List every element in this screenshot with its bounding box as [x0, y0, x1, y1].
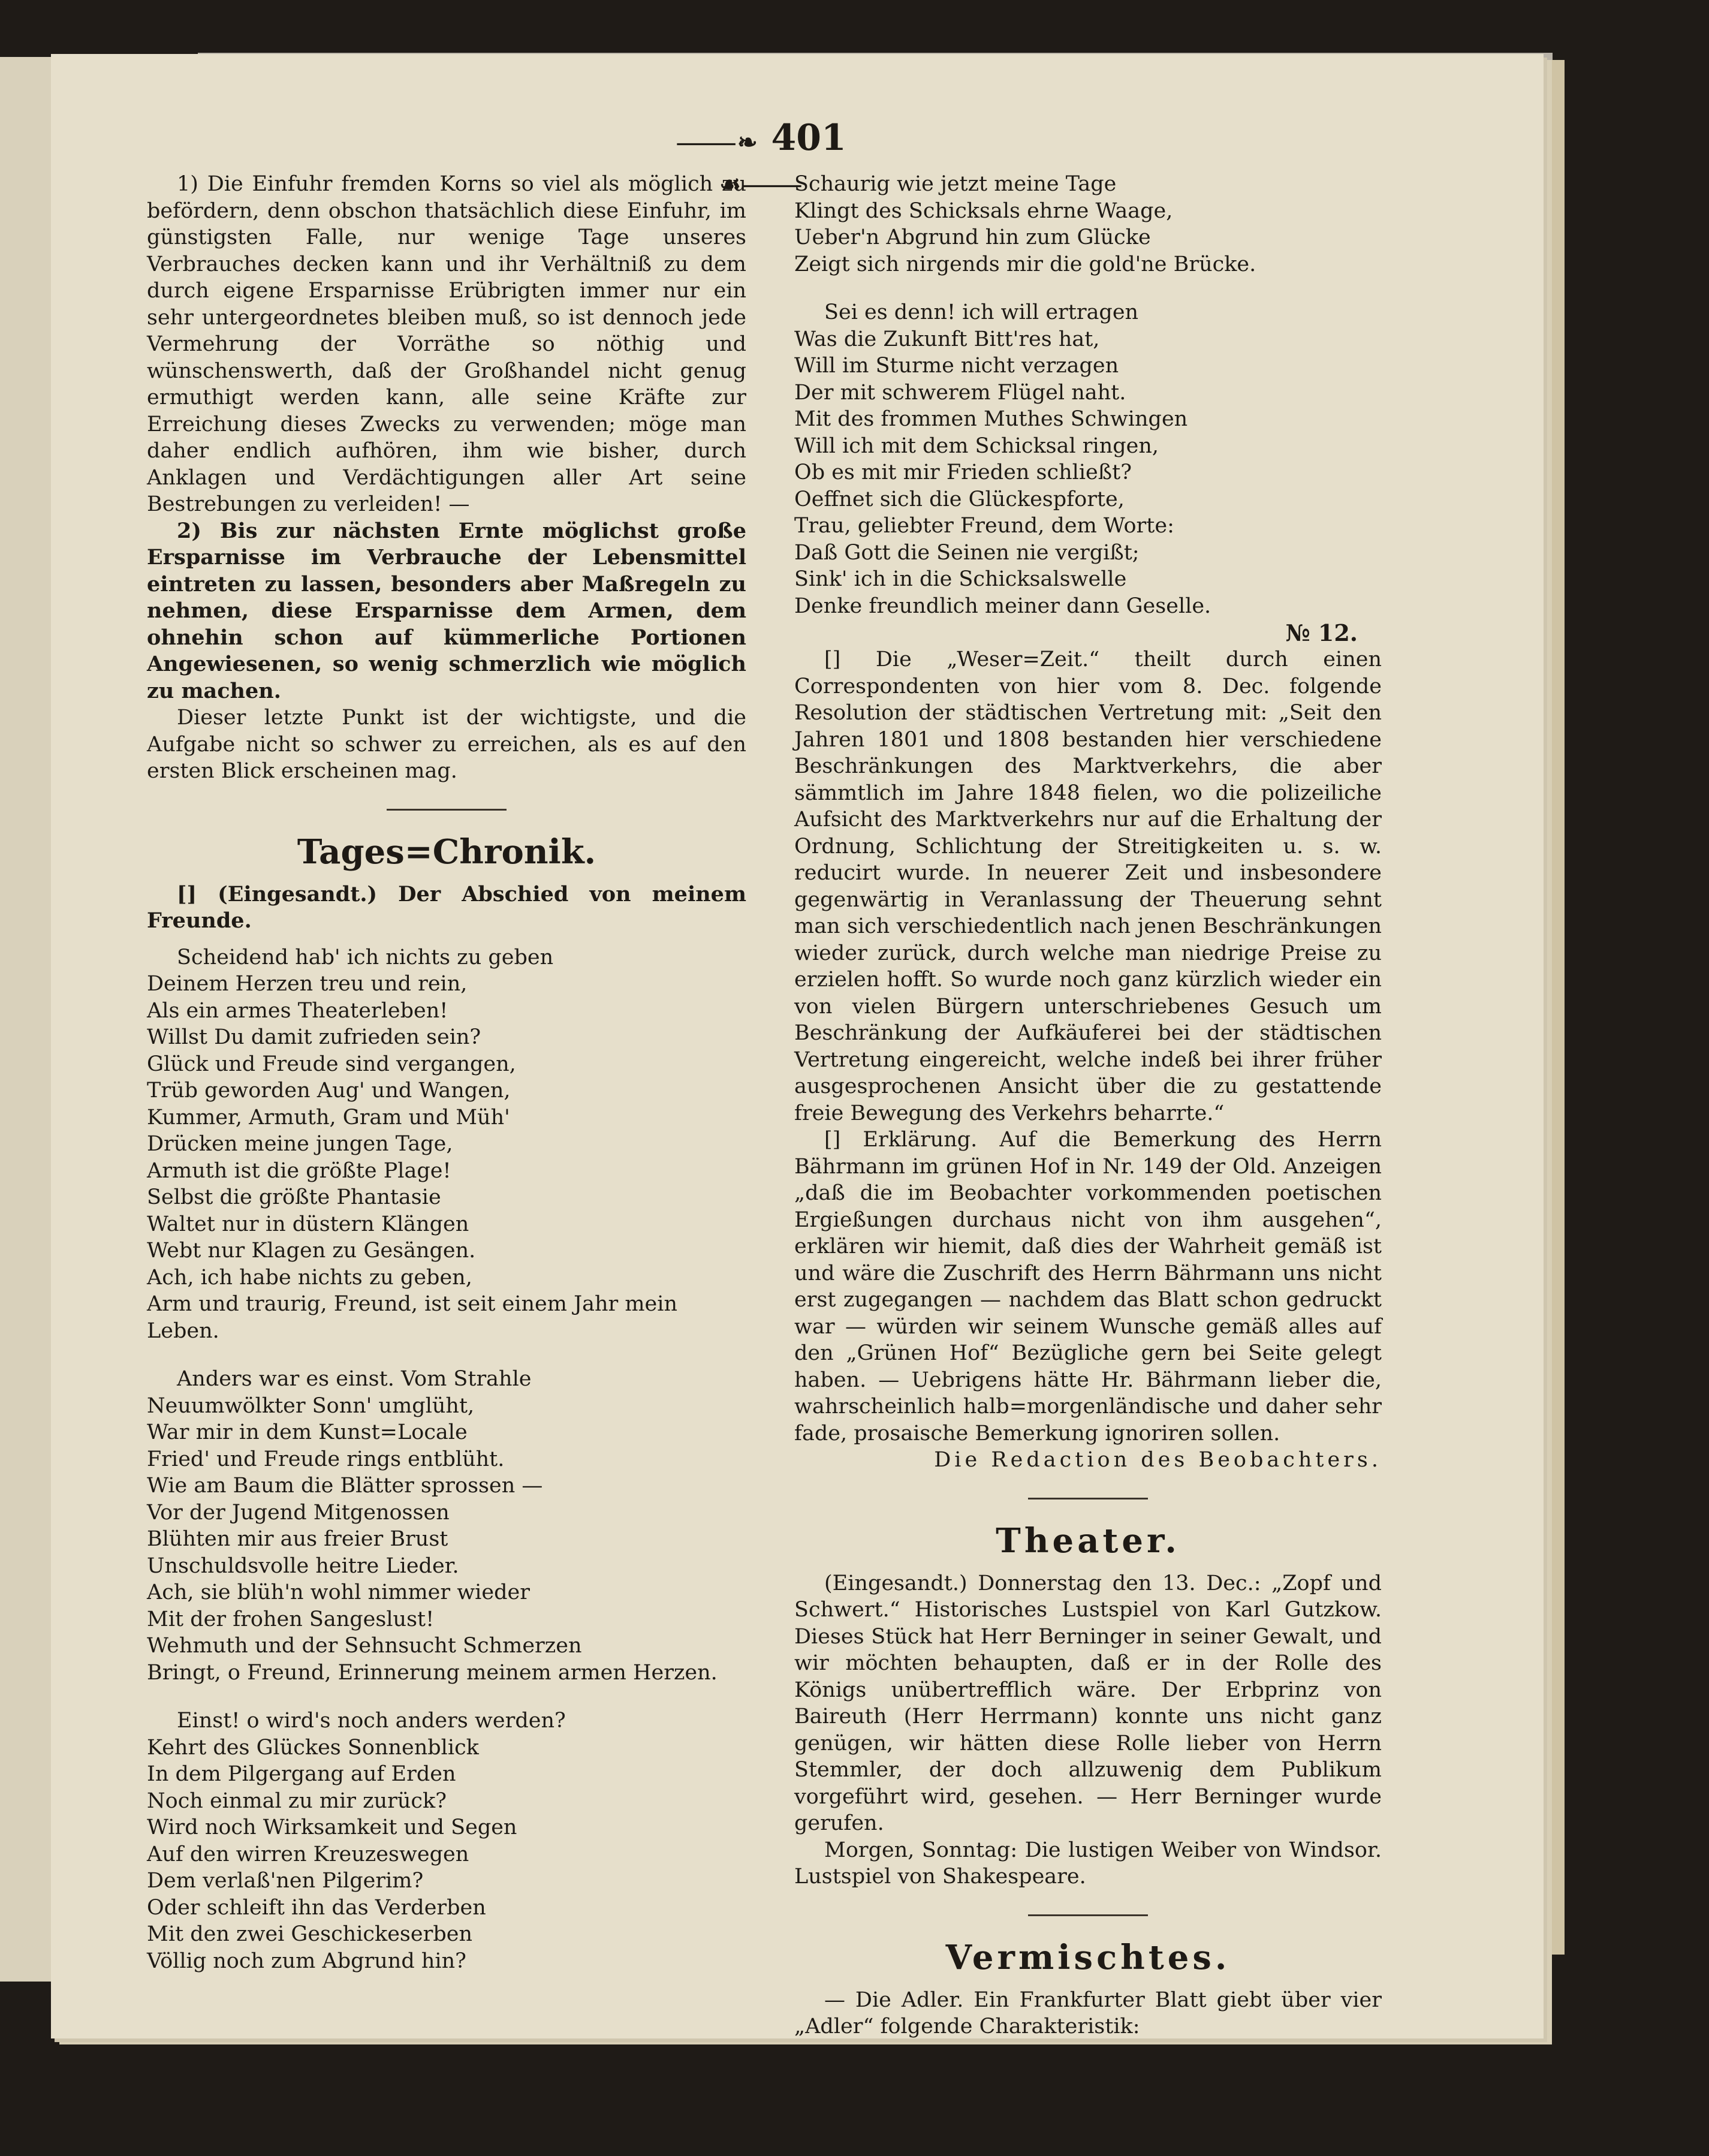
theater-review: (Eingesandt.) Donnerstag den 13. Dec.: „Zopf und Schwert.“ Historisches Lustspiel von Karl Gutzkow. Dieses Stück hat Herr Berninger in seiner Gewalt, und wir möchten behaupten, daß er in der Rolle des Königs unübertrefflich wäre. Der Erbprinz von Baireuth (Herr Herrmann) konnte uns nicht ganz genügen, wir hätten diese Rolle lieber von Herrn Stemmler, der doch allzuwenig dem Publikum vorgeführt wird, gesehen. — Herr Berninger wurde gerufen. — [794, 1571, 1382, 1835]
erklaerung-signature: Die Redaction des Beobachters. — [934, 1448, 1382, 1472]
paragraph-conclusion: Dieser letzte Punkt ist der wichtigste, und die Aufgabe nicht so schwer zu erreichen, als es auf den ersten Blick erscheinen mag. — [147, 706, 746, 783]
verse-line: Oder schleift ihn das Verderben — [147, 1895, 486, 1920]
poem-stanza-3 — [147, 1708, 746, 1974]
poem-stanza-2 — [147, 1366, 746, 1686]
verse-line: Bringt, o Freund, Erinnerung meinem armen Herzen. — [147, 1660, 718, 1685]
verse-line: Mit des frommen Muthes Schwingen — [794, 407, 1188, 431]
verse-line: Wird noch Wirksamkeit und Segen — [147, 1815, 517, 1839]
weser-article: [] Die „Weser=Zeit.“ theilt durch einen Correspondenten von hier vom 8. Dec. folgende Resolution der städtischen Vertretung mit: „Seit den Jahren 1801 und 1808 bestanden hier verschiedene Beschränkungen des Marktverkehrs, die aber sämmtlich im Jahre 1848 fielen, wo die polizeiliche Aufsicht des Marktverkehrs nur auf die Erhaltung der Ordnung, Schlichtung der Streitigkeiten u. s. w. reducirt wurde. In neuerer Zeit und insbesondere gegenwärtig in Veranlassung der Theuerung sehnt man sich verschiedentlich nach jenen Beschränkungen wieder zurück, durch welche man niedrige Preise zu erzielen hofft. So wurde noch ganz kürzlich wieder ein von vielen Bürgern unterschriebenes Gesuch um Beschränkung der Aufkäuferei bei der städtischen Vertretung eingereicht, welche indeß bei ihrer früher ausgesprochenen Ansicht über die zu gestattende freie Bewegung des Verkehrs beharrte.“ — [794, 648, 1382, 1125]
verse-line: Kummer, Armuth, Gram und Müh' — [147, 1105, 510, 1130]
verse-line: Kehrt des Glückes Sonnenblick — [147, 1735, 479, 1760]
verse-line: Was die Zukunft Bitt'res hat, — [794, 327, 1100, 351]
poem-stanza-5 — [794, 299, 1382, 619]
erklaerung-article: [] Erklärung. Auf die Bemerkung des Herrn Bährmann im grünen Hof in Nr. 149 der Old. Anzeigen „daß die im Beobachter vorkommenden poetischen Ergießungen durchaus nicht von ihm ausgehen“, erklären wir hiemit, daß dies der Wahrheit gemäß ist und wäre die Zuschrift des Herrn Bährmann uns nicht erst zugegangen — nachdem das Blatt schon gedruckt war — würden wir seinem Wunsche gemäß alles auf den „Grünen Hof“ Bezügliche gern bei Seite gelegt haben. — Uebrigens hätte Hr. Bährmann lieber die, wahrscheinlich halb=morgenländische und daher sehr fade, prosaische Bemerkung ignoriren sollen. — [794, 1128, 1382, 1446]
article-number: № 12. — [1285, 619, 1358, 646]
verse-line: Sei es denn! ich will ertragen — [824, 300, 1139, 324]
verse-line: Ueber'n Abgrund hin zum Glücke — [794, 225, 1151, 249]
verse-line: War mir in dem Kunst=Locale — [147, 1420, 468, 1444]
verse-line: Sink' ich in die Schicksalswelle — [794, 567, 1127, 591]
verse-line: Als ein armes Theaterleben! — [147, 998, 448, 1023]
verse-line: Trüb geworden Aug' und Wangen, — [147, 1079, 511, 1103]
verse-line: Arm und traurig, Freund, ist seit einem Jahr mein Leben. — [147, 1292, 677, 1343]
verse-line: Unschuldsvolle heitre Lieder. — [147, 1553, 459, 1578]
verse-line: In dem Pilgergang auf Erden — [147, 1762, 456, 1786]
section-divider — [387, 809, 507, 811]
paragraph-point-1: 1) Die Einfuhr fremden Korns so viel als möglich zu befördern, denn obschon thatsächlich diese Einfuhr, im günstigsten Falle, nur wenige Tage unseres Verbrauches decken kann und ihr Verhältniß zu dem durch eigene Ersparnisse Erübrigten immer nur ein sehr untergeordnetes bleiben muß, so ist dennoch jede Vermehrung der Vorräthe so nöthig und wünschenswerth, daß der Großhandel nicht genug ermuthigt werden kann, alle seine Kräfte zur Erreichung dieses Zwecks zu verwenden; möge man daher endlich aufhören, ihm wie bisher, durch Anklagen und Verdächtigungen aller Art seine Bestrebungen zu verleiden! — — [147, 172, 746, 516]
verse-line: Schaurig wie jetzt meine Tage — [794, 172, 1117, 196]
verse-line: Ach, sie blüh'n wohl nimmer wieder — [147, 1580, 530, 1604]
verse-line: Denke freundlich meiner dann Geselle. — [794, 594, 1211, 618]
verse-line: Drücken meine jungen Tage, — [147, 1132, 453, 1156]
verse-line: Mit der frohen Sangeslust! — [147, 1607, 435, 1631]
page-number: 401 — [771, 117, 846, 159]
section-title-theater: Theater. — [996, 1520, 1180, 1561]
verse-line: Der mit schwerem Flügel naht. — [794, 380, 1126, 405]
verse-line: Ach, ich habe nichts zu geben, — [147, 1265, 472, 1290]
verse-line: Fried' und Freude rings entblüht. — [147, 1447, 505, 1471]
verse-line: Dem verlaß'nen Pilgerim? — [147, 1869, 424, 1893]
verse-line: Noch einmal zu mir zurück? — [147, 1788, 447, 1813]
verse-line: Wie am Baum die Blätter sprossen — — [147, 1474, 543, 1498]
verse-line: Klingt des Schicksals ehrne Waage, — [794, 198, 1173, 223]
verse-line: Anders war es einst. Vom Strahle — [177, 1367, 532, 1391]
left-column — [147, 171, 746, 1974]
section-divider — [1028, 1498, 1148, 1499]
verse-line: Deinem Herzen treu und rein, — [147, 972, 468, 996]
theater-next-show: Morgen, Sonntag: Die lustigen Weiber von Windsor. Lustspiel von Shakespeare. — [794, 1838, 1382, 1889]
verse-line: Armuth ist die größte Plage! — [147, 1158, 451, 1183]
section-title-tageschronik: Tages=Chronik. — [297, 832, 596, 872]
verse-line: Waltet nur in düstern Klängen — [147, 1212, 469, 1236]
verse-line: Daß Gott die Seinen nie vergißt; — [794, 540, 1140, 565]
right-column — [794, 171, 1382, 2040]
paragraph-point-2: 2) Bis zur nächsten Ernte möglichst große Ersparnisse im Verbrauche der Lebensmittel eintreten zu lassen, besonders aber Maßregeln zu nehmen, diese Ersparnisse dem Armen, dem ohnehin schon auf kümmerliche Portionen Angewiesenen, so wenig schmerzlich wie möglich zu machen. — [147, 518, 746, 703]
verse-line: Will ich mit dem Schicksal ringen, — [794, 433, 1159, 458]
verse-line: Will im Sturme nicht verzagen — [794, 354, 1119, 378]
verse-line: Oeffnet sich die Glückespforte, — [794, 487, 1125, 511]
verse-line: Auf den wirren Kreuzeswegen — [147, 1842, 469, 1866]
verse-line: Mit den zwei Geschickeserben — [147, 1922, 472, 1946]
verse-line: Scheidend hab' ich nichts zu geben — [177, 945, 554, 969]
previous-page-edge — [0, 57, 55, 1982]
poem-intro: [] (Eingesandt.) Der Abschied von meinem Freunde. — [147, 881, 746, 933]
verse-line: Webt nur Klagen zu Gesängen. — [147, 1239, 476, 1263]
ornament-right-icon: ☙⸻ — [719, 170, 803, 198]
section-divider — [1028, 1914, 1148, 1916]
verse-line: Trau, geliebter Freund, dem Worte: — [794, 514, 1174, 538]
vermischtes-text: — Die Adler. Ein Frankfurter Blatt giebt über vier „Adler“ folgende Charakteristik: — [794, 1988, 1382, 2038]
verse-line: Ob es mit mir Frieden schließt? — [794, 460, 1132, 484]
verse-line: Wehmuth und der Sehnsucht Schmerzen — [147, 1634, 582, 1658]
verse-line: Vor der Jugend Mitgenossen — [147, 1500, 450, 1525]
poem-stanza-1 — [147, 944, 746, 1345]
verse-line: Blühten mir aus freier Brust — [147, 1527, 448, 1551]
verse-line: Glück und Freude sind vergangen, — [147, 1052, 516, 1076]
verse-line: Völlig noch zum Abgrund hin? — [147, 1949, 466, 1973]
ornament-left-icon: ⸻❧ — [676, 128, 759, 156]
verse-line: Neuumwölkter Sonn' umglüht, — [147, 1393, 475, 1418]
verse-line: Selbst die größte Phantasie — [147, 1185, 441, 1209]
verse-line: Zeigt sich nirgends mir die gold'ne Brücke. — [794, 252, 1256, 276]
section-title-vermischtes: Vermischtes. — [945, 1937, 1231, 1977]
verse-line: Willst Du damit zufrieden sein? — [147, 1025, 481, 1049]
poem-stanza-4 — [794, 171, 1382, 278]
verse-line: Einst! o wird's noch anders werden? — [177, 1709, 566, 1733]
